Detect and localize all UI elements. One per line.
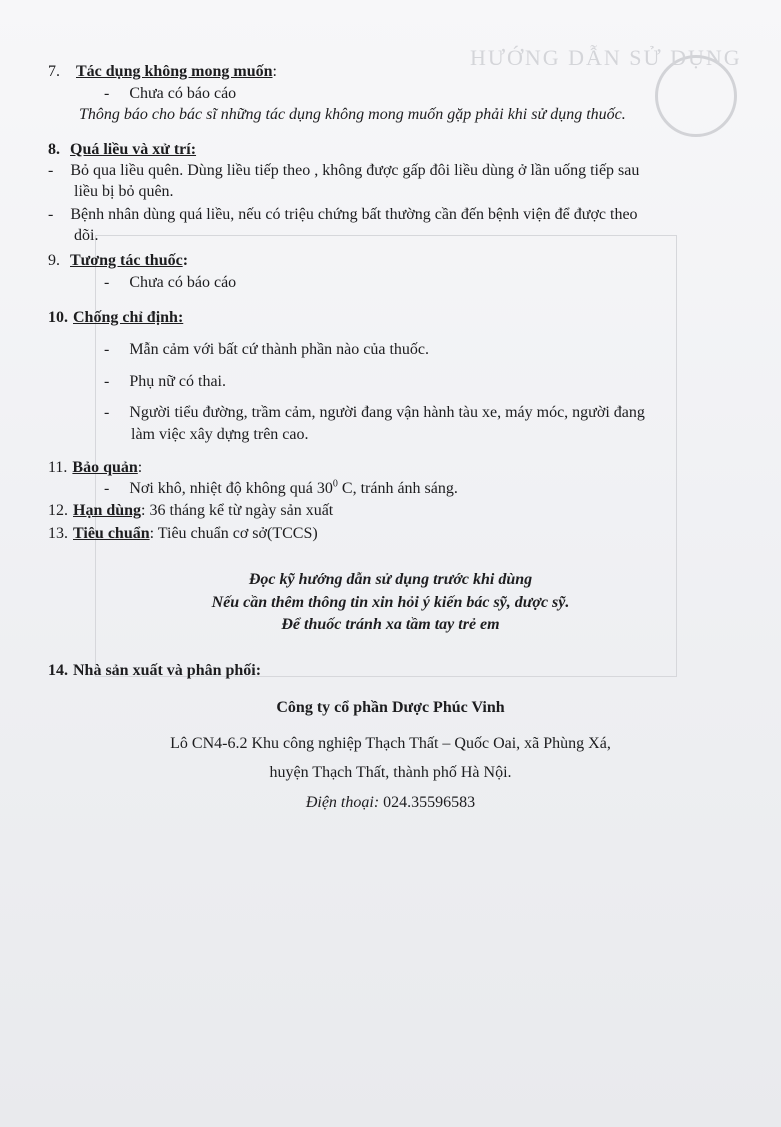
showthrough-heading: HƯỚNG DẪN SỬ DỤNG <box>470 45 742 70</box>
section-14-title: Nhà sản xuất và phân phối: <box>73 662 262 679</box>
notice-line-2: Nếu cần thêm thông tin xin hỏi ý kiến bác sỹ, dược sỹ. <box>211 594 570 611</box>
section-10-item-3: - Người tiểu đường, trầm cảm, người đang vận hành tàu xe, máy móc, người đang <box>104 404 645 421</box>
section-10-item-3-cont: làm việc xây dựng trên cao. <box>131 426 309 443</box>
section-8-heading: 8. Quá liều và xử trí: <box>48 141 197 158</box>
section-7-item: - Chưa có báo cáo <box>104 85 237 102</box>
section-11-heading: 11. Bảo quản: <box>48 459 143 476</box>
section-8-item-2-cont: dõi. <box>74 227 99 244</box>
section-10-item-1: - Mẫn cảm với bất cứ thành phần nào của thuốc. <box>104 341 430 358</box>
section-7-title: Tác dụng không mong muốn <box>76 63 273 80</box>
section-9-item: - Chưa có báo cáo <box>104 274 237 291</box>
section-8-item-1: - Bỏ qua liều quên. Dùng liều tiếp theo , không được gấp đôi liều dùng ở lần uống tiếp sau <box>48 162 640 179</box>
section-10-title: Chống chỉ định: <box>73 309 184 326</box>
company-name: Công ty cổ phần Dược Phúc Vinh <box>276 699 505 716</box>
section-7-note: Thông báo cho bác sĩ những tác dụng không mong muốn gặp phải khi sử dụng thuốc. <box>79 106 626 123</box>
company-phone: Điện thoại: 024.35596583 <box>305 794 476 811</box>
section-10-heading: 10. Chống chỉ định: <box>48 309 184 326</box>
company-address-2: huyện Thạch Thất, thành phố Hà Nội. <box>269 764 512 781</box>
section-9-heading: 9. Tương tác thuốc: <box>48 252 189 269</box>
company-address-1: Lô CN4-6.2 Khu công nghiệp Thạch Thất – Quốc Oai, xã Phùng Xá, <box>170 735 611 752</box>
section-8-item-1-cont: liều bị bỏ quên. <box>74 183 174 200</box>
section-12-heading: 12. Hạn dùng: 36 tháng kể từ ngày sản xuất <box>48 502 334 519</box>
notice-line-3: Để thuốc tránh xa tầm tay trẻ em <box>281 616 500 633</box>
section-13-title: Tiêu chuẩn <box>73 525 150 542</box>
section-7-heading: 7. Tác dụng không mong muốn: <box>48 63 277 80</box>
section-14-heading: 14. Nhà sản xuất và phân phối: <box>48 662 262 679</box>
section-13-heading: 13. Tiêu chuẩn: Tiêu chuẩn cơ sở(TCCS) <box>48 525 318 542</box>
section-8-item-2: - Bệnh nhân dùng quá liều, nếu có triệu chứng bất thường cần đến bệnh viện để được theo <box>48 206 638 223</box>
section-11-title: Bảo quản <box>72 459 138 476</box>
notice-line-1: Đọc kỹ hướng dẫn sử dụng trước khi dùng <box>248 571 533 588</box>
section-8-title: Quá liều và xử trí: <box>70 141 197 158</box>
section-11-item: - Nơi khô, nhiệt độ không quá $30^0$ C, tránh ánh sáng. <box>104 478 458 497</box>
section-12-title: Hạn dùng <box>73 502 142 519</box>
section-9-title: Tương tác thuốc <box>70 252 183 269</box>
section-10-item-2: - Phụ nữ có thai. <box>104 373 226 390</box>
